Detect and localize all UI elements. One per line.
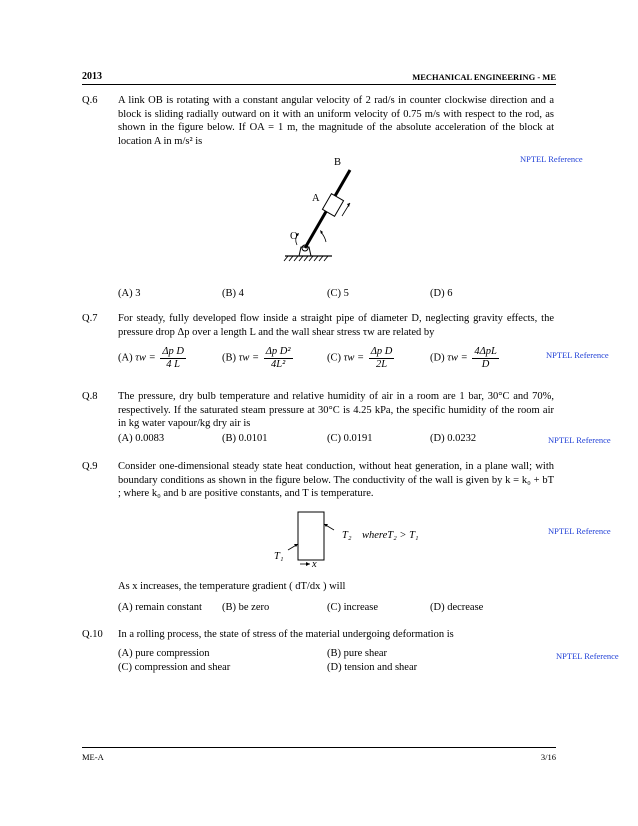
footer-paper-code: ME-A: [82, 752, 104, 762]
rotating-link-figure: [270, 150, 380, 265]
nptel-reference-link[interactable]: NPTEL Reference: [548, 435, 611, 445]
option-b[interactable]: (B) pure shear: [327, 648, 388, 659]
option-a[interactable]: (A) pure compression: [118, 648, 210, 659]
question-number: Q.7: [82, 313, 98, 324]
question-text: Consider one-dimensional steady state heat conduction, without heat generation, in a plane wall; with boundary conditions as shown in the figure below. The conductivity of the wall is given by k = k₀ + bT ; where k₀ and b are positive constants, and T is temperature.: [118, 461, 554, 500]
nptel-reference-link[interactable]: NPTEL Reference: [556, 651, 619, 661]
label-t2: T₂: [342, 530, 352, 541]
option-c[interactable]: (C) 0.0191: [327, 433, 373, 444]
option-d[interactable]: (D) tension and shear: [327, 662, 418, 673]
question-number: Q.10: [82, 629, 103, 640]
option-a[interactable]: (A) 0.0083: [118, 433, 165, 444]
option-b[interactable]: (B) τw = $\frac{\text{Δp D²}}{\text{4L²}}$: [222, 346, 291, 370]
option-b[interactable]: (B) 4: [222, 288, 244, 299]
option-d[interactable]: (D) 6: [430, 288, 453, 299]
footer-rule: [82, 747, 556, 748]
option-c[interactable]: (C) 5: [327, 288, 349, 299]
label-t1: T₁: [274, 551, 284, 562]
option-c[interactable]: (C) compression and shear: [118, 662, 231, 673]
nptel-reference-link[interactable]: NPTEL Reference: [546, 350, 609, 360]
figure-label-b: B: [334, 157, 342, 168]
option-a[interactable]: (A) 3: [118, 288, 141, 299]
option-b[interactable]: (B) 0.0101: [222, 433, 268, 444]
option-d[interactable]: (D) τw = $\frac{\text{4ΔpL}}{D}$: [430, 346, 497, 370]
option-a[interactable]: (A) remain constant: [118, 602, 202, 613]
header-year: 2013: [82, 71, 102, 82]
question-number: Q.8: [82, 391, 98, 402]
question-text: For steady, fully developed flow inside a straight pipe of diameter D, neglecting gravity effects, the pressure drop Δp over a length L and the wall shear stress τw are related by: [118, 313, 554, 338]
option-c[interactable]: (C) τw = $\frac{\text{Δp D}}{2L}$: [327, 346, 393, 370]
question-number: Q.9: [82, 461, 98, 472]
footer-page-number: 3/16: [540, 752, 556, 762]
option-c[interactable]: (C) increase: [327, 602, 379, 613]
nptel-reference-link[interactable]: NPTEL Reference: [520, 154, 583, 164]
question-subtext: As x increases, the temperature gradient ( dT/dx ) will: [118, 581, 346, 592]
figure-label-o: O: [290, 231, 298, 242]
option-a[interactable]: (A) τw = $\frac{\text{Δp D}}{4 L}$: [118, 346, 184, 370]
option-d[interactable]: (D) decrease: [430, 602, 484, 613]
question-number: Q.6: [82, 95, 98, 106]
nptel-reference-link[interactable]: NPTEL Reference: [548, 526, 611, 536]
option-d[interactable]: (D) 0.0232: [430, 433, 477, 444]
figure-label-a: A: [312, 193, 320, 204]
header-title: MECHANICAL ENGINEERING - ME: [412, 72, 556, 82]
question-text: The pressure, dry bulb temperature and relative humidity of air in a room are 1 bar, 30°C and 70%, respectively. If the saturated steam pressure at 30°C is 4.25 kPa, the specific humidity of the room air in kg water vapour/kg dry air is: [118, 391, 554, 430]
header-rule: [82, 84, 556, 85]
label-condition: whereT₂ > T₁: [362, 530, 419, 541]
option-b[interactable]: (B) be zero: [222, 602, 270, 613]
label-x: x: [312, 559, 317, 570]
question-text: A link OB is rotating with a constant angular velocity of 2 rad/s in counter clockwise direction and a block is sliding radially outward on it with an uniform velocity of 0.75 m/s with respect to the rod, as shown in the figure below. If OA = 1 m, the magnitude of the absolute acceleration of the block at location A in m/s² is: [118, 95, 554, 147]
question-text: In a rolling process, the state of stress of the material undergoing deformation is: [118, 629, 454, 640]
